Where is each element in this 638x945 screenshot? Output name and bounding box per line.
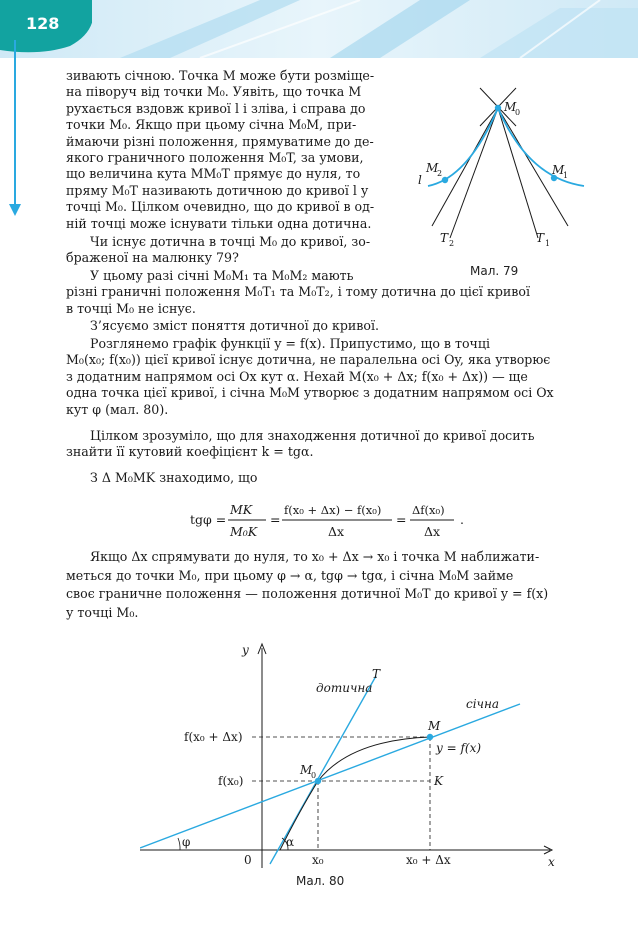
fig80-label-origin: 0 — [244, 853, 252, 867]
fig80-label-tangent: дотична — [316, 681, 373, 695]
text-line: з додатним напрямом осі Ox кут α. Нехай M(x₀ + Δx; f(x₀ + Δx)) — ще — [66, 368, 528, 384]
text-line: ймаючи різні положення, прямуватиме до де- — [66, 133, 374, 149]
text-line: рухається вздовж кривої l і зліва, і справа до — [66, 100, 366, 116]
fig80-label-m: M — [428, 719, 441, 733]
page-banner — [0, 0, 638, 58]
formula-frac3-den: Δx — [424, 524, 441, 539]
fig79-label-t2: T — [440, 231, 449, 245]
text-line: меться до точки M₀, при цьому φ → α, tgφ → tgα, і січна M₀M займе — [66, 567, 514, 583]
formula-frac2-num: f(x₀ + Δx) − f(x₀) — [284, 503, 382, 517]
formula-eq1: = — [270, 512, 281, 527]
fig80-label-k: K — [434, 774, 443, 788]
fig80-curve — [280, 737, 430, 850]
fig79-label-l: l — [418, 173, 422, 187]
text-line: Чи існує дотична в точці M₀ до кривої, зо- — [90, 234, 371, 249]
paragraph-3 — [66, 268, 530, 317]
fig80-secant-line — [140, 704, 520, 848]
fig80-label-m0: M — [300, 763, 313, 777]
paragraph-8 — [66, 548, 548, 622]
paragraph-6 — [66, 428, 534, 461]
text-line: точки M₀. Якщо при цьому січна M₀M, при- — [66, 117, 357, 133]
fig79-label-t1: T — [536, 231, 545, 245]
fig79-point-m0 — [495, 105, 501, 111]
fig80-label-alpha: α — [286, 835, 295, 849]
fig80-label-fx0: f(x₀) — [218, 774, 244, 788]
fig79-label-t1-sub: 1 — [545, 239, 551, 248]
fig80-label-phi: φ — [182, 835, 191, 849]
text-line: точці M₀. Цілком очевидно, що до кривої в од- — [66, 199, 375, 215]
formula-lhs: tgφ = — [190, 512, 227, 527]
fig79-label-m0-sub: 0 — [515, 108, 521, 117]
fig80-label-secant: січна — [466, 697, 500, 711]
text-line: в точці M₀ не існує. — [66, 300, 196, 316]
paragraph-1 — [66, 68, 374, 232]
text-line: ній точці може існувати тільки одна дотична. — [66, 215, 372, 231]
fig79-label-m1: M — [552, 163, 565, 177]
fig79-label-m0: M — [504, 100, 517, 114]
fig79-point-m2 — [442, 177, 448, 183]
paragraph-7: З Δ M₀MK знаходимо, що — [90, 470, 258, 485]
fig80-label-x: x — [548, 855, 555, 869]
fig79-label-m2: M — [426, 161, 439, 175]
text-line: що величина кута MM₀T прямує до нуля, то — [66, 166, 361, 182]
fig80-point-m — [427, 734, 433, 740]
text-line: браженої на малюнку 79? — [66, 250, 239, 266]
paragraph-5 — [66, 336, 554, 418]
text-line: якого граничного положення M₀T, за умови, — [66, 150, 364, 166]
fig79-tangent-t2 — [450, 108, 498, 238]
text-line: пряму M₀T називають дотичною до кривої l у — [66, 182, 369, 198]
text-line: знайти її кутовий коефіцієнт k = tgα. — [66, 444, 314, 460]
banner-decoration — [0, 0, 638, 58]
text-line: Якщо Δx спрямувати до нуля, то x₀ + Δx → x₀ і точка M наближати- — [90, 549, 540, 564]
fig79-tangent-t1 — [498, 108, 538, 238]
text-line: У цьому разі січні M₀M₁ та M₀M₂ мають — [90, 268, 354, 283]
figure-79 — [398, 78, 628, 278]
text-line: одна точка цієї кривої, і січна M₀M утворює з додатним напрямом осі Ox — [66, 385, 554, 401]
formula-eq2: = — [396, 512, 407, 527]
fig80-label-curve: y = f(x) — [436, 741, 482, 755]
fig80-label-x0dx: x₀ + Δx — [406, 853, 451, 867]
text-line: Розглянемо графік функції y = f(x). Припустимо, що в точці — [90, 336, 491, 351]
page-number: 128 — [26, 14, 60, 33]
fig79-label-m2-sub: 2 — [437, 169, 443, 178]
fig80-label-m0-sub: 0 — [311, 771, 317, 780]
formula-end: . — [460, 512, 464, 527]
tangent-formula — [180, 496, 480, 542]
fig80-label-fx0dx: f(x₀ + Δx) — [184, 730, 243, 744]
formula-frac1-num: MK — [230, 502, 253, 517]
fig79-secant-m2 — [432, 108, 498, 226]
fig80-label-y: y — [242, 643, 249, 657]
text-line: зивають січною. Точка M може бути розміще- — [66, 68, 375, 83]
formula-frac3-num: Δf(x₀) — [412, 503, 445, 517]
text-line: своє граничне положення — положення дотичної M₀T до кривої y = f(x) — [66, 586, 549, 601]
fig79-label-t2-sub: 2 — [449, 239, 455, 248]
fig79-caption: Мал. 79 — [470, 264, 519, 278]
formula-frac1-den: M₀K — [230, 524, 258, 539]
text-line: кут φ (мал. 80). — [66, 401, 169, 417]
fig80-caption: Мал. 80 — [296, 874, 345, 888]
margin-arrow-icon — [4, 40, 26, 220]
text-line: у точці M₀. — [66, 604, 139, 620]
paragraph-4: З’ясуємо зміст поняття дотичної до кривої. — [90, 318, 380, 333]
figure-80 — [140, 640, 560, 872]
fig79-label-m1-sub: 1 — [563, 171, 569, 180]
fig80-label-t: T — [372, 667, 381, 681]
fig80-angle-phi-arc — [178, 838, 180, 850]
fig80-label-x0: x₀ — [312, 853, 324, 867]
text-line: Цілком зрозуміло, що для знаходження дотичної до кривої досить — [90, 428, 535, 443]
text-line: на піворуч від точки M₀. Уявіть, що точка M — [66, 84, 362, 100]
text-line: M₀(x₀; f(x₀)) цієї кривої існує дотична, не паралельна осі Oy, яка утворює — [66, 352, 551, 368]
paragraph-2 — [66, 234, 370, 267]
text-line: різні граничні положення M₀T₁ та M₀T₂, і тому дотична до цієї кривої — [66, 284, 530, 300]
formula-frac2-den: Δx — [328, 524, 345, 539]
